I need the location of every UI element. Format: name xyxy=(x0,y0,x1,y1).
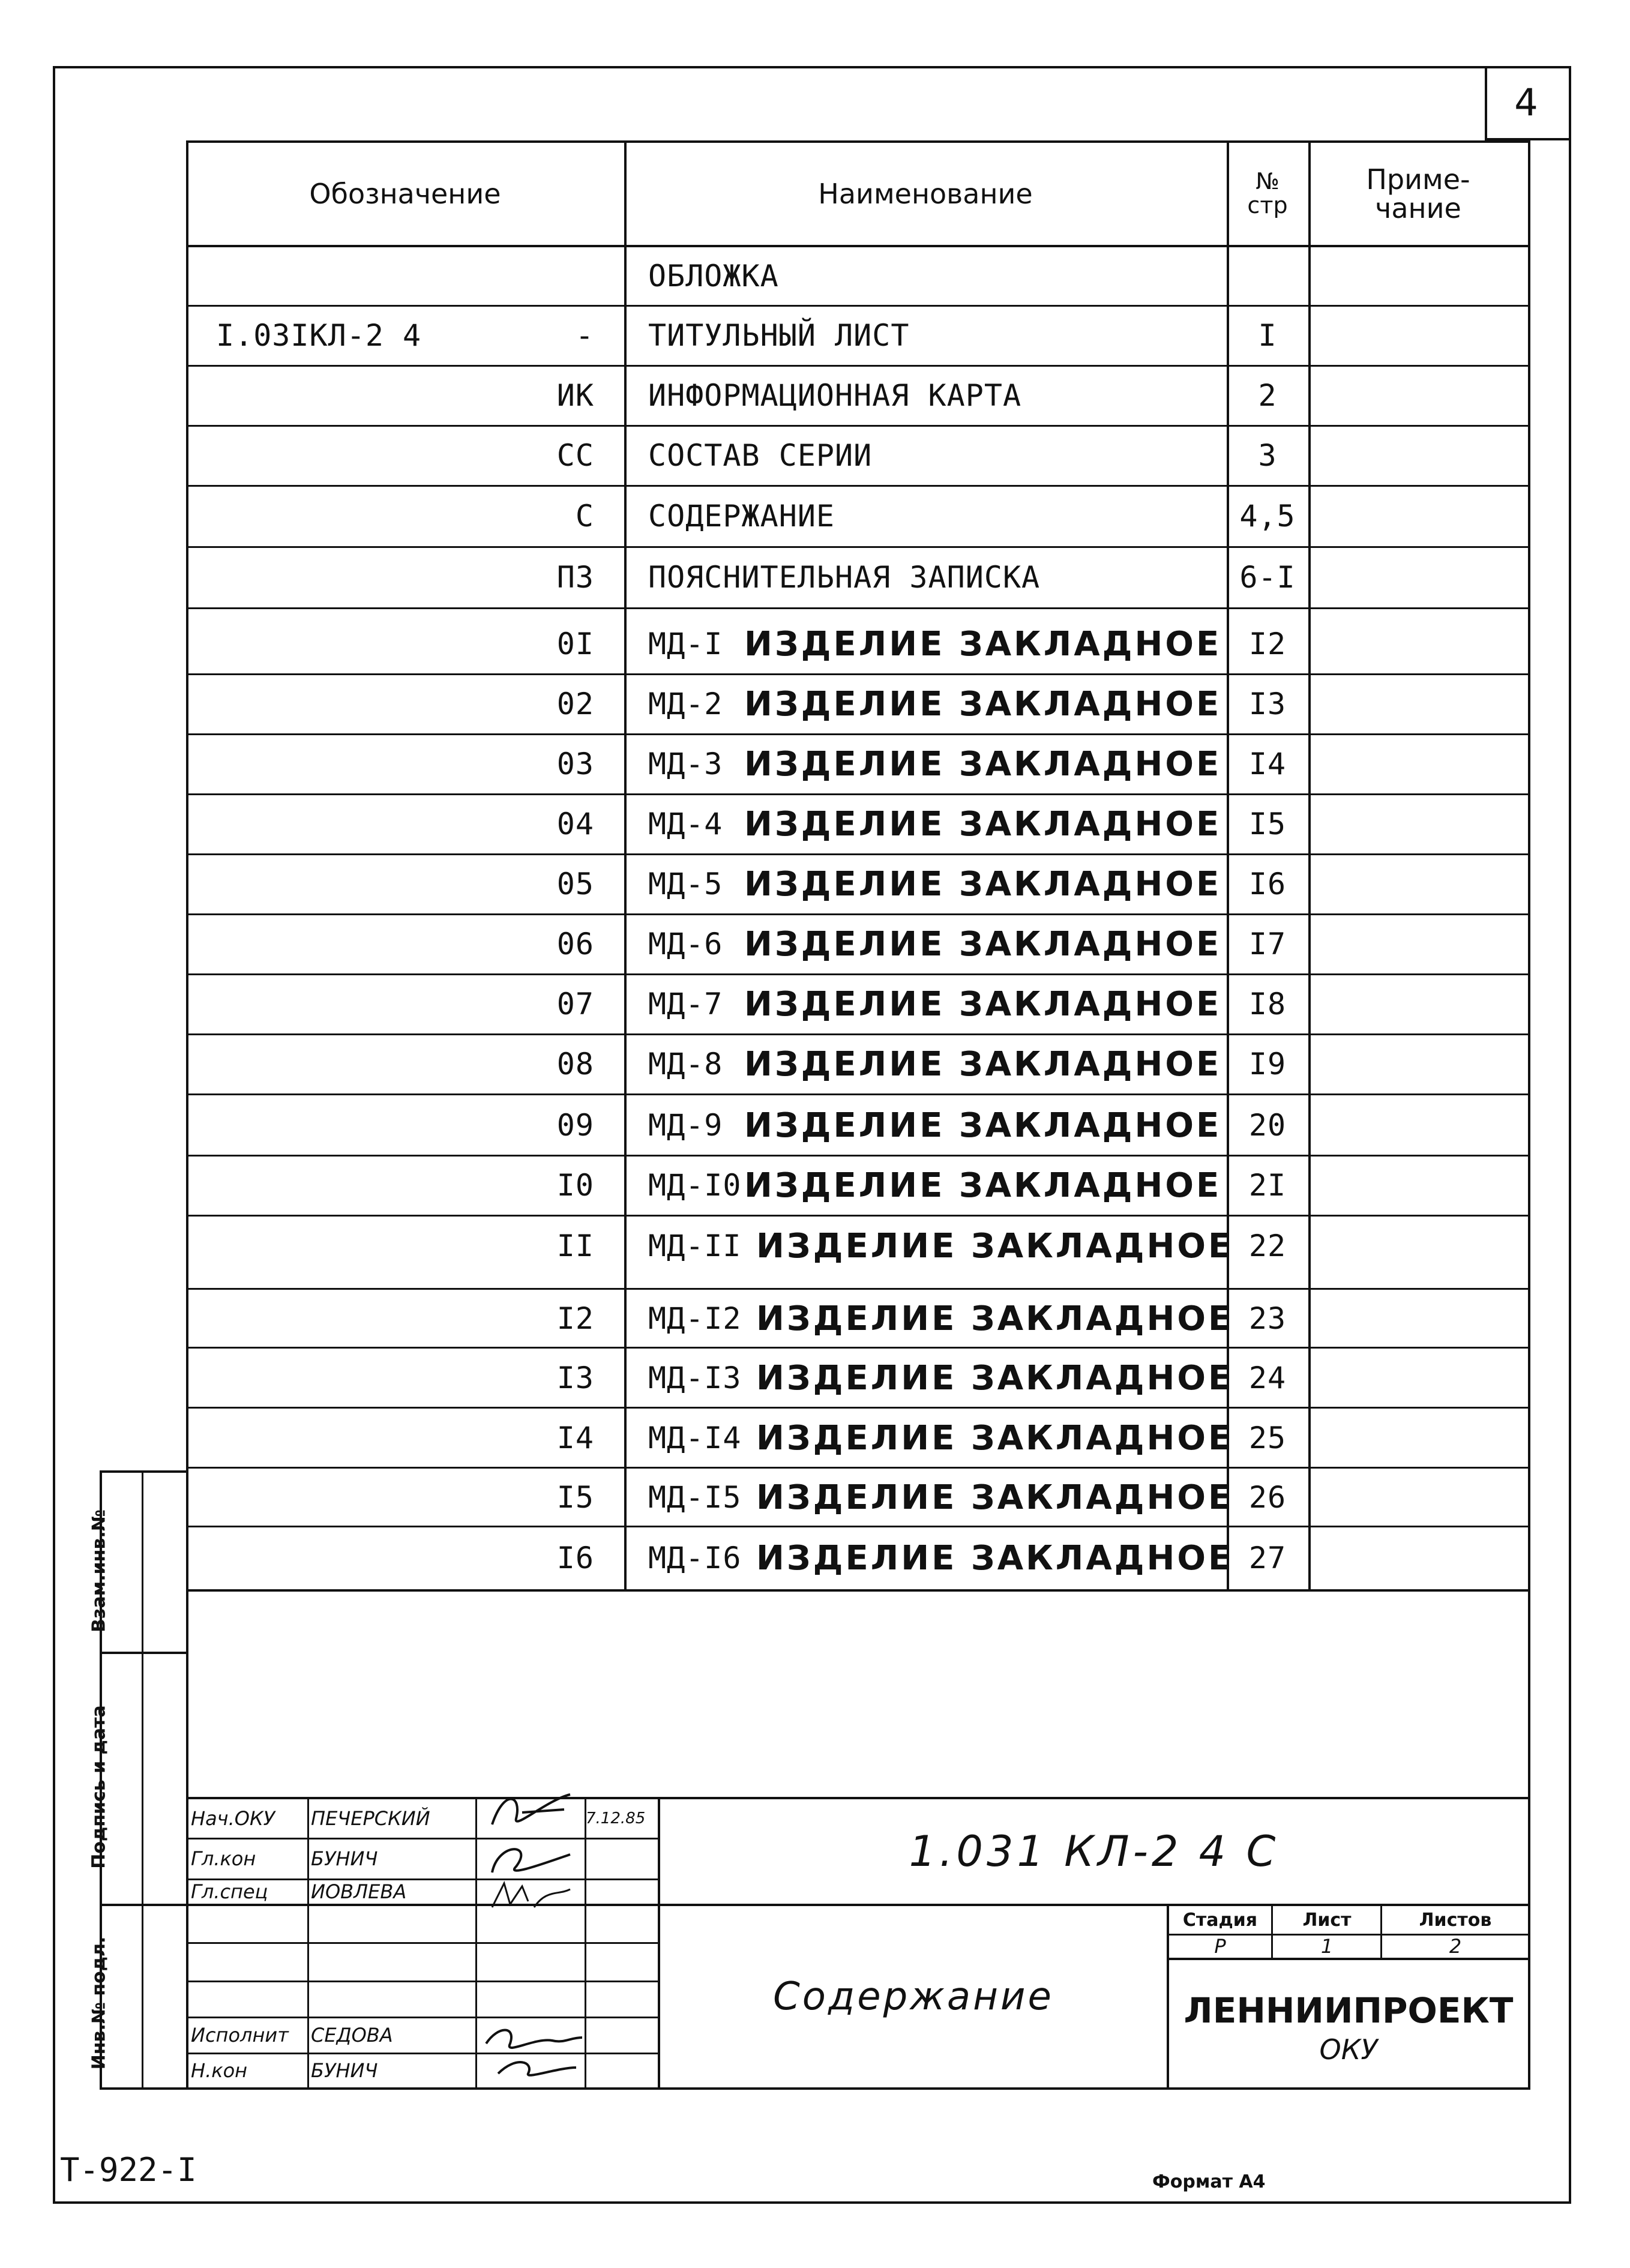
signer-role: Нач.ОКУ xyxy=(191,1807,275,1830)
row-name-typed: МД-5 xyxy=(648,867,723,901)
row-sep xyxy=(186,1467,1530,1469)
row-page: I3 xyxy=(1248,687,1287,721)
row-name-hand: ИЗДЕЛИЕ ЗАКЛАДНОЕ xyxy=(756,1226,1234,1266)
row-sep xyxy=(186,1347,1530,1349)
doc-code: 1.031 КЛ-2 4 С xyxy=(909,1827,1280,1876)
table-body-bottom xyxy=(186,1589,1530,1592)
row-name-hand: ИЗДЕЛИЕ ЗАКЛАДНОЕ xyxy=(744,1105,1222,1145)
row-name-hand: ИЗДЕЛИЕ ЗАКЛАДНОЕ xyxy=(744,984,1222,1024)
row-code: I2 xyxy=(556,1301,594,1336)
row-code: 09 xyxy=(556,1108,594,1143)
row-name-typed: МД-I0 xyxy=(648,1168,742,1203)
stage-label: Стадия xyxy=(1182,1909,1258,1931)
header-page-no: № стр xyxy=(1247,168,1288,218)
signature-1 xyxy=(480,1776,582,1836)
tb-row xyxy=(186,1981,658,1982)
row-code: ПЗ xyxy=(556,560,594,595)
row-sep xyxy=(186,1407,1530,1409)
row-code: I4 xyxy=(556,1421,594,1455)
row-name-typed: МД-6 xyxy=(648,927,723,961)
row-sep xyxy=(186,1093,1530,1095)
row-page: I7 xyxy=(1248,927,1287,961)
row-code: 06 xyxy=(556,927,594,961)
row-name-hand: ИЗДЕЛИЕ ЗАКЛАДНОЕ xyxy=(744,1044,1222,1084)
stamp-sep-1 xyxy=(100,1652,188,1654)
row-sep xyxy=(186,607,1530,609)
sheet-label: Лист xyxy=(1302,1909,1352,1931)
stamp-inv-replace: Взам.инв.№ xyxy=(88,1509,110,1632)
row-name-typed: МД-I xyxy=(648,627,723,661)
stamp-inv-orig: Инв.№ подл. xyxy=(88,1936,110,2070)
row-code-prefix: I.03IКЛ-2 4 xyxy=(216,318,422,353)
doc-title: Содержание xyxy=(773,1975,1054,2019)
row-code: СС xyxy=(556,438,594,473)
row-name-hand: ИЗДЕЛИЕ ЗАКЛАДНОЕ xyxy=(744,864,1222,904)
signer-role: Исполнит xyxy=(191,2024,289,2047)
row-code: I3 xyxy=(556,1361,594,1395)
row-page: 6-I xyxy=(1239,560,1296,595)
stage-col-mid1 xyxy=(1271,1904,1273,1958)
frame-right xyxy=(1569,66,1571,2203)
signer-name: БУНИЧ xyxy=(311,1847,378,1870)
stage-value: Р xyxy=(1214,1935,1226,1958)
stamp-sep-2 xyxy=(100,1904,188,1906)
stamp-col-mid xyxy=(142,1470,143,2089)
pagebox-left xyxy=(1485,66,1487,140)
row-page: 22 xyxy=(1248,1229,1287,1263)
row-code: 04 xyxy=(556,807,594,841)
row-page: 4,5 xyxy=(1239,499,1296,534)
header-designation: Обозначение xyxy=(309,177,501,210)
row-page: I xyxy=(1258,318,1277,353)
signer-name: ИОВЛЕВА xyxy=(311,1880,407,1903)
row-name-hand: ИЗДЕЛИЕ ЗАКЛАДНОЕ xyxy=(744,684,1222,724)
row-page: 24 xyxy=(1248,1361,1287,1395)
row-name-typed: МД-I5 xyxy=(648,1480,742,1515)
signer-date: 7.12.85 xyxy=(586,1809,646,1827)
org-name-1: ЛЕННИИПРОЕКТ xyxy=(1183,1990,1514,2031)
row-name-typed: ОБЛОЖКА xyxy=(648,259,779,293)
signature-4 xyxy=(480,2014,588,2086)
col-div-3 xyxy=(1308,140,1311,1590)
row-name-typed: ПОЯСНИТЕЛЬНАЯ ЗАПИСКА xyxy=(648,560,1041,595)
row-code: 0I xyxy=(556,627,594,661)
row-name-typed: МД-I3 xyxy=(648,1361,742,1395)
org-name-2: ОКУ xyxy=(1319,2033,1378,2066)
row-name-hand: ИЗДЕЛИЕ ЗАКЛАДНОЕ xyxy=(756,1538,1234,1578)
tb-row xyxy=(186,1838,658,1839)
row-page: 2 xyxy=(1258,378,1277,413)
row-code: I0 xyxy=(556,1168,594,1203)
row-page: 20 xyxy=(1248,1108,1287,1143)
stamp-bottom xyxy=(100,2087,188,2090)
row-name-typed: МД-2 xyxy=(648,687,723,721)
row-code: II xyxy=(556,1229,594,1263)
row-code: 02 xyxy=(556,687,594,721)
row-name-typed: МД-I6 xyxy=(648,1541,742,1575)
row-name-typed: МД-II xyxy=(648,1229,742,1263)
row-code: 07 xyxy=(556,987,594,1021)
signer-role: Н.кон xyxy=(191,2059,248,2082)
tb-row xyxy=(186,1942,658,1944)
titleblock-bottom xyxy=(186,2087,1530,2090)
row-name-hand: ИЗДЕЛИЕ ЗАКЛАДНОЕ xyxy=(744,744,1222,784)
row-page: 27 xyxy=(1248,1541,1287,1575)
col-div-1 xyxy=(624,140,627,1590)
stamp-sign-date: Подпись и дата xyxy=(88,1705,110,1869)
signer-role: Гл.спец xyxy=(191,1880,268,1903)
row-sep xyxy=(186,1288,1530,1290)
row-code: I6 xyxy=(556,1541,594,1575)
row-name-typed: МД-7 xyxy=(648,987,723,1021)
row-name-typed: МД-3 xyxy=(648,747,723,781)
row-page: I5 xyxy=(1248,807,1287,841)
row-page: 26 xyxy=(1248,1480,1287,1515)
row-code: С xyxy=(575,499,594,534)
row-sep xyxy=(186,1526,1530,1527)
row-code: ИК xyxy=(556,378,594,413)
row-name-typed: СОСТАВ СЕРИИ xyxy=(648,438,873,473)
header-bottom xyxy=(186,245,1530,247)
row-code: 03 xyxy=(556,747,594,781)
row-code: I5 xyxy=(556,1480,594,1515)
row-page: 2I xyxy=(1248,1168,1287,1203)
row-code: 08 xyxy=(556,1047,594,1081)
row-name-typed: МД-9 xyxy=(648,1108,723,1143)
row-name-typed: МД-8 xyxy=(648,1047,723,1081)
row-name-typed: МД-I2 xyxy=(648,1301,742,1336)
sheets-value: 2 xyxy=(1449,1935,1462,1958)
row-page: I9 xyxy=(1248,1047,1287,1081)
row-code: - xyxy=(575,318,594,353)
row-name-typed: ТИТУЛЬНЫЙ ЛИСТ xyxy=(648,318,910,353)
header-name: Наименование xyxy=(818,177,1033,210)
row-name-hand: ИЗДЕЛИЕ ЗАКЛАДНОЕ xyxy=(744,924,1222,964)
stage-row-2 xyxy=(1167,1958,1530,1960)
frame-top xyxy=(53,66,1571,68)
signer-name: СЕДОВА xyxy=(311,2024,393,2047)
stage-col-mid2 xyxy=(1380,1904,1382,1958)
sheets-label: Листов xyxy=(1419,1909,1492,1931)
row-name-hand: ИЗДЕЛИЕ ЗАКЛАДНОЕ xyxy=(756,1299,1234,1338)
header-note: Приме- чание xyxy=(1366,163,1470,224)
row-page: I4 xyxy=(1248,747,1287,781)
footer-right: Формат А4 xyxy=(1152,2171,1266,2192)
signature-3 xyxy=(486,1877,576,1913)
page-number: 4 xyxy=(1514,80,1541,124)
row-page: I2 xyxy=(1248,627,1287,661)
row-name-hand: ИЗДЕЛИЕ ЗАКЛАДНОЕ xyxy=(744,804,1222,844)
row-name-hand: ИЗДЕЛИЕ ЗАКЛАДНОЕ xyxy=(744,1166,1222,1205)
row-page: I6 xyxy=(1248,867,1287,901)
row-page: 3 xyxy=(1258,438,1277,473)
signer-name: БУНИЧ xyxy=(311,2059,378,2082)
row-code: 05 xyxy=(556,867,594,901)
row-name-hand: ИЗДЕЛИЕ ЗАКЛАДНОЕ xyxy=(756,1418,1234,1458)
signer-name: ПЕЧЕРСКИЙ xyxy=(311,1807,430,1830)
footer-left: Т-922-I xyxy=(60,2150,197,2189)
row-sep xyxy=(186,485,1530,487)
row-name-typed: МД-4 xyxy=(648,807,723,841)
row-name-hand: ИЗДЕЛИЕ ЗАКЛАДНОЕ xyxy=(756,1358,1234,1398)
row-page: I8 xyxy=(1248,987,1287,1021)
row-name-typed: МД-I4 xyxy=(648,1421,742,1455)
signer-role: Гл.кон xyxy=(191,1847,256,1870)
row-name-typed: ИНФОРМАЦИОННАЯ КАРТА xyxy=(648,378,1022,413)
frame-bottom xyxy=(53,2201,1571,2204)
row-name-hand: ИЗДЕЛИЕ ЗАКЛАДНОЕ xyxy=(744,624,1222,664)
row-page: 23 xyxy=(1248,1301,1287,1336)
row-name-typed: СОДЕРЖАНИЕ xyxy=(648,499,835,534)
row-name-hand: ИЗДЕЛИЕ ЗАКЛАДНОЕ xyxy=(756,1478,1234,1517)
stamp-top xyxy=(100,1470,188,1473)
row-page: 25 xyxy=(1248,1421,1287,1455)
sheet-value: 1 xyxy=(1320,1935,1334,1958)
frame-left xyxy=(53,66,55,2203)
